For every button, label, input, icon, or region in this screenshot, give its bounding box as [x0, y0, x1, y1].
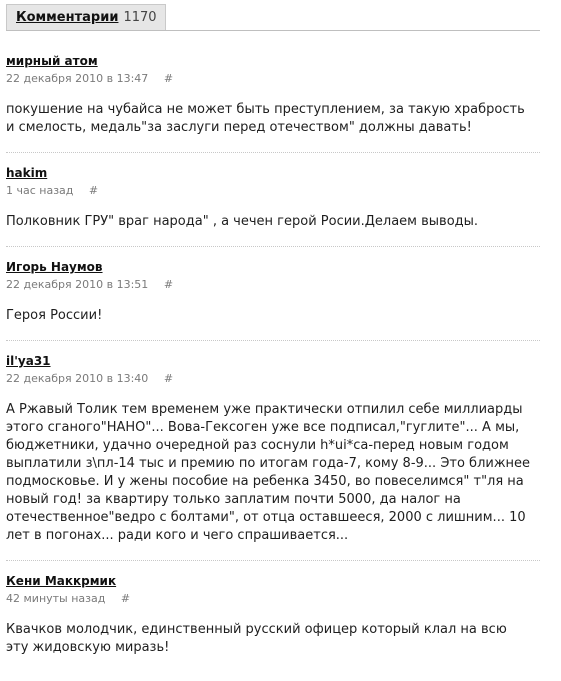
- comment-author-link[interactable]: Кени Маккрмик: [6, 574, 117, 588]
- comment-timestamp: 22 декабря 2010 в 13:51: [6, 278, 149, 291]
- comment-author-link[interactable]: мирный атом: [6, 54, 98, 68]
- comment-item: [6, 162, 540, 247]
- comment-author-link[interactable]: hakim: [6, 166, 48, 180]
- comment-meta: [6, 278, 540, 292]
- comment-meta: [6, 72, 540, 86]
- comments-count: 1170: [123, 10, 157, 25]
- comment-meta: [6, 592, 540, 606]
- comment-timestamp: 22 декабря 2010 в 13:40: [6, 372, 149, 385]
- comment-permalink[interactable]: #: [163, 278, 174, 291]
- comment-permalink[interactable]: #: [120, 592, 131, 605]
- comment-meta: [6, 184, 540, 198]
- comment-text: Квачков молодчик, единственный русский офицер который клал на всю эту жидовскую миразь!: [6, 622, 507, 655]
- tab-comments[interactable]: [6, 4, 166, 30]
- comment-permalink[interactable]: #: [163, 372, 174, 385]
- comment-text: Полковник ГРУ" враг народа" , а чечен герой Росии.Делаем выводы.: [6, 214, 479, 229]
- comment-item: [6, 256, 540, 341]
- comment-permalink[interactable]: #: [88, 184, 99, 197]
- comment-timestamp: 22 декабря 2010 в 13:47: [6, 72, 149, 85]
- tab-comments-label[interactable]: Комментарии: [16, 10, 119, 25]
- comments-header: [6, 4, 540, 31]
- comment-timestamp: 1 час назад: [6, 184, 74, 197]
- comment-author-link[interactable]: Игорь Наумов: [6, 260, 103, 274]
- comment-text: Героя России!: [6, 308, 103, 323]
- comment-meta: [6, 372, 540, 386]
- comment-item: [6, 350, 540, 561]
- comment-text: покушение на чубайса не может быть преступлением, за такую храбрость и смелость, медаль"за заслуги перед отечеством" должны давать!: [6, 102, 525, 135]
- comment-text: А Ржавый Толик тем временем уже практически отпилил себе миллиарды этого сганого"НАНО"... Вова-Гексоген уже все подписал,"гуглите"... А мы, бюджетники, удачно очередной раз соснули h*ui*са-перед новым годом выплатили з\пл-14 тыс и премию по итогам года-7, кому 8-9... Это ближнее подмосковье. И у жены пособие на ребенка 3450, во повеселимся" т"ля на новый год! за квартиру только заплатим почти 5000, да налог на отечественное"ведро с болтами", от отца оставшееся, 2000 с лишним... 10 лет в погонах... ради кого и чего спрашивается...: [6, 402, 531, 543]
- comment-list: [6, 50, 540, 681]
- comment-author-link[interactable]: il'ya31: [6, 354, 51, 368]
- comment-permalink[interactable]: #: [163, 72, 174, 85]
- comment-item: [6, 50, 540, 153]
- comment-timestamp: 42 минуты назад: [6, 592, 106, 605]
- comment-item: [6, 570, 540, 672]
